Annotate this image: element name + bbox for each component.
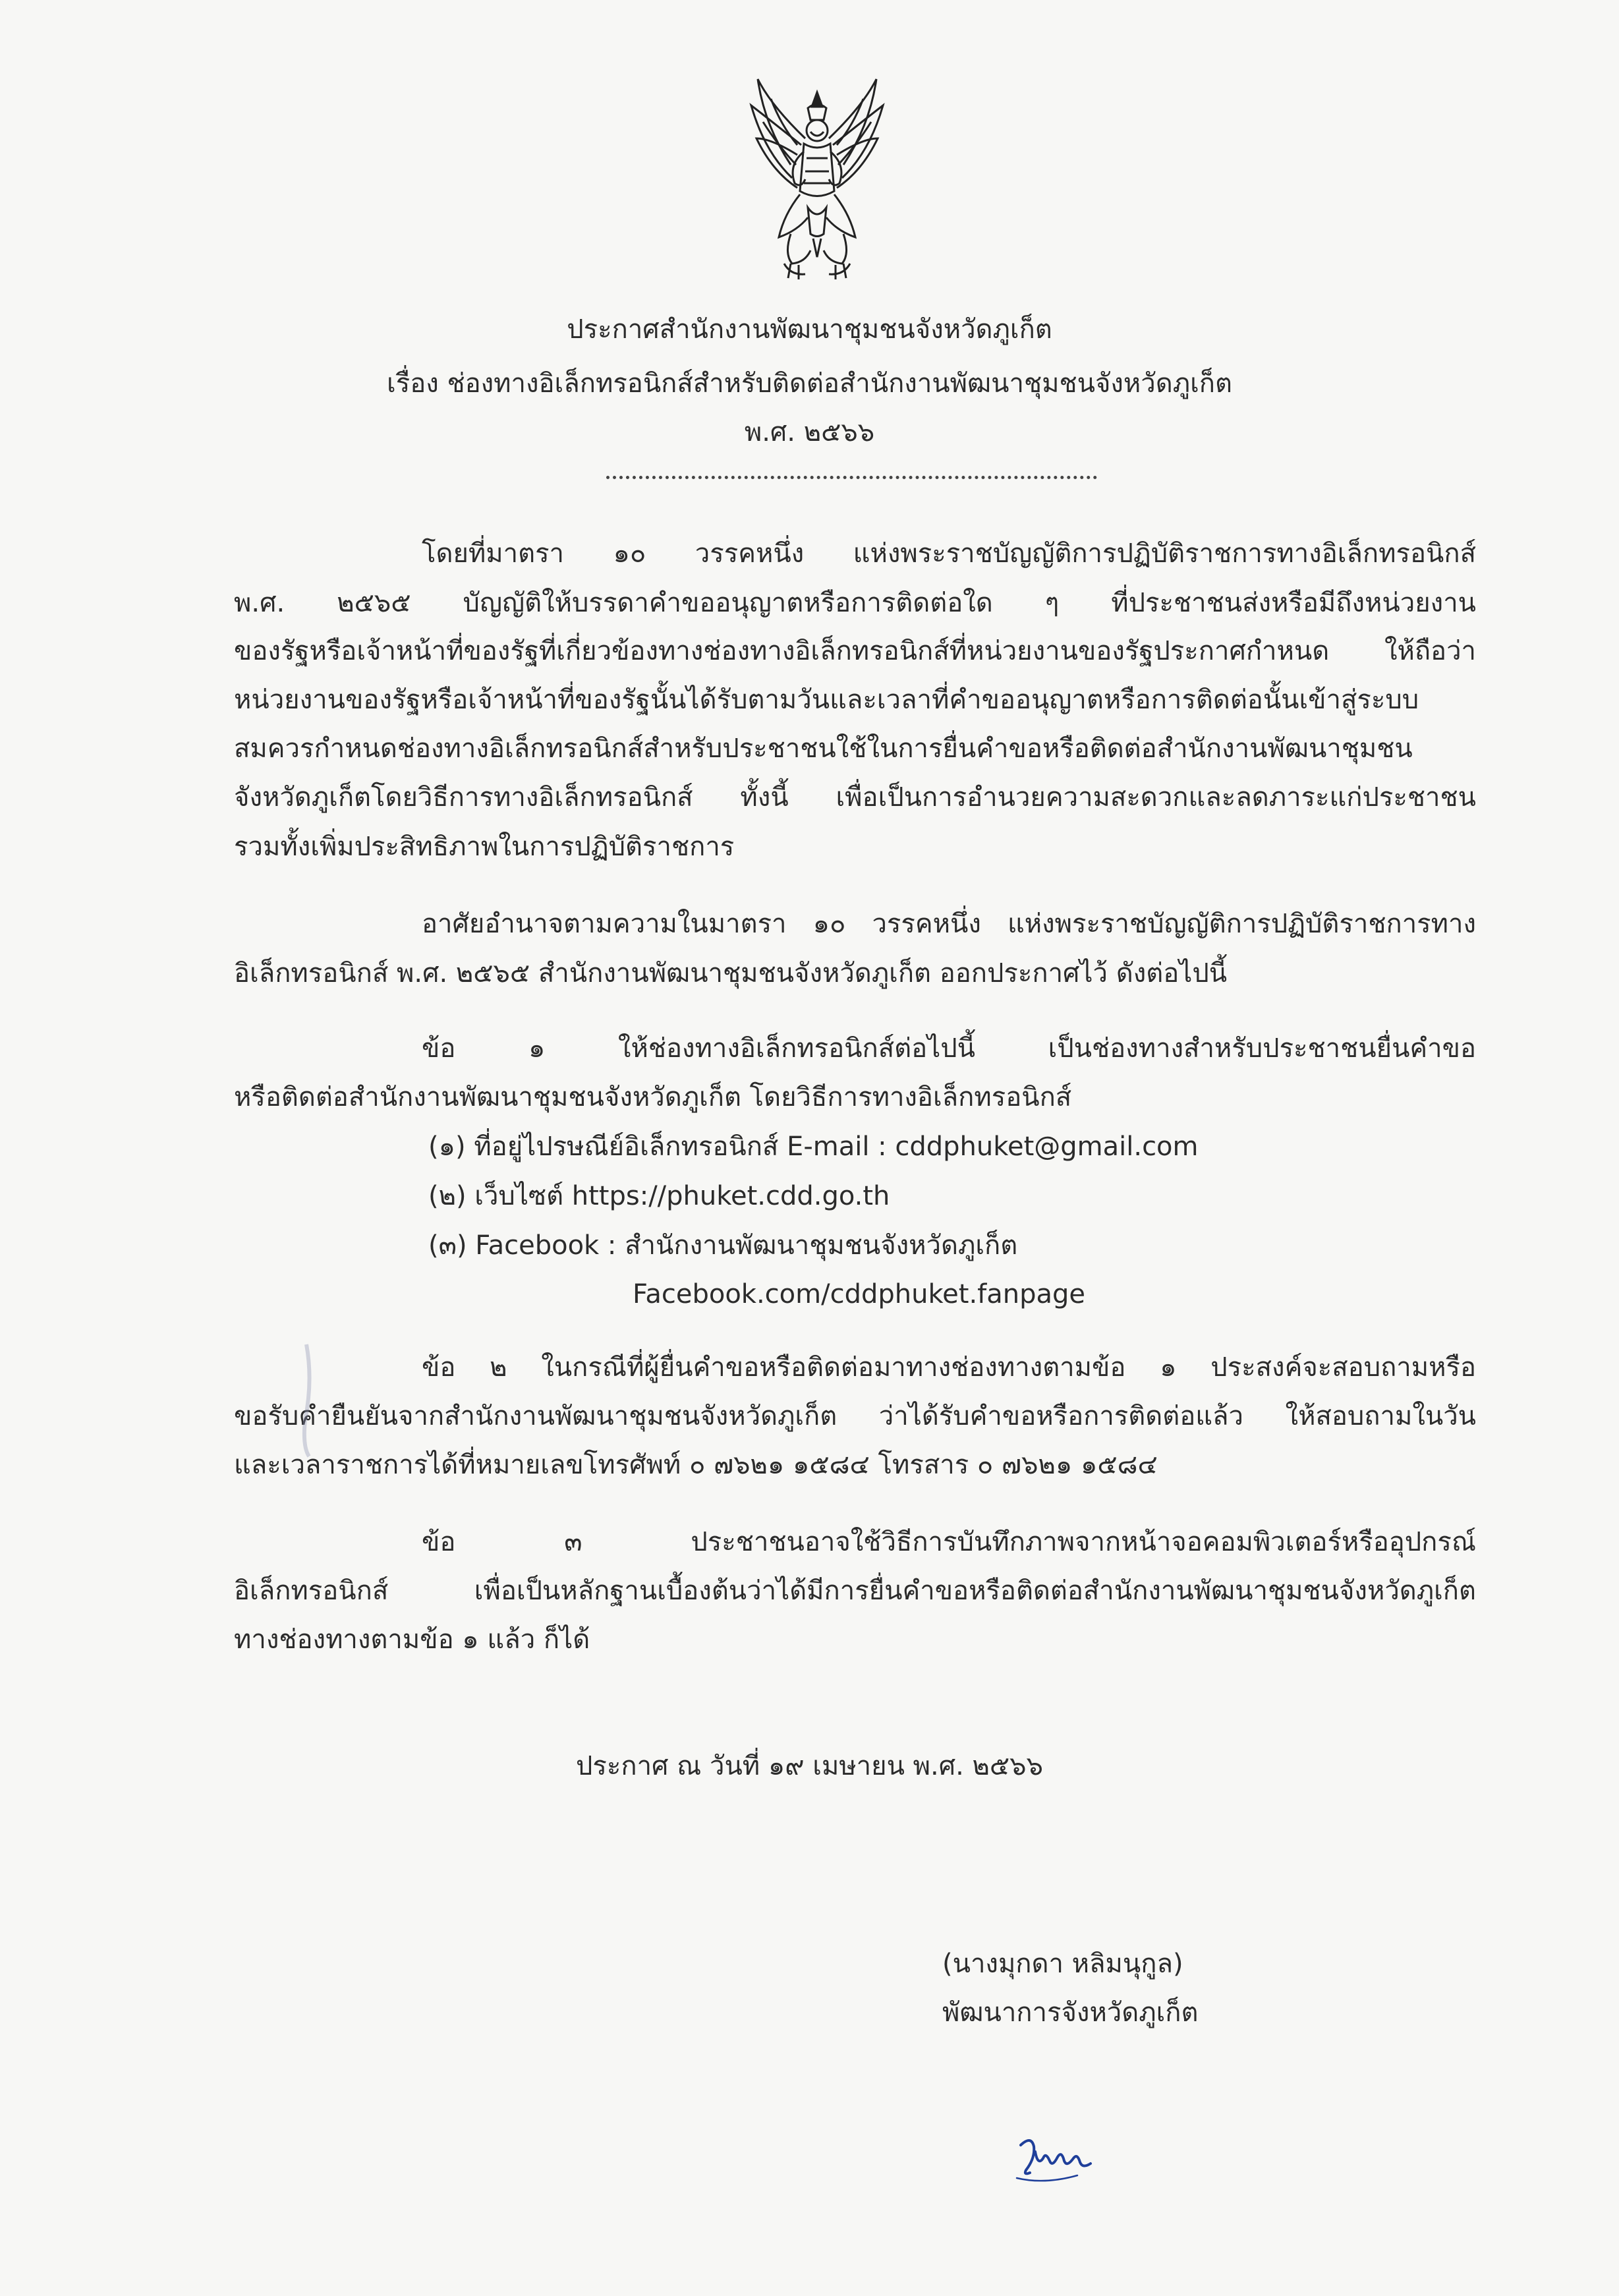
paper-smudge — [293, 1341, 320, 1460]
clause1-line: หรือติดต่อสำนักงานพัฒนาชุมชนจังหวัดภูเก็ต โดยวิธีการทางอิเล็กทรอนิกส์ — [234, 1082, 1072, 1112]
clause3-line: ข้อ ๓ ประชาชนอาจใช้วิธีการบันทึกภาพจากหน้าจอคอมพิวเตอร์หรืออุปกรณ์ — [422, 1527, 1476, 1557]
clause3-line: อิเล็กทรอนิกส์ เพื่อเป็นหลักฐานเบื้องต้นว่าได้มีการยื่นคำขอหรือติดต่อสำนักงานพัฒนาชุมชนจังหวัดภูเก็ต — [234, 1576, 1476, 1606]
garuda-emblem-icon — [745, 66, 890, 303]
clause1-line: ข้อ ๑ ให้ช่องทางอิเล็กทรอนิกส์ต่อไปนี้ เป็นช่องทางสำหรับประชาชนยื่นคำขอ — [422, 1033, 1476, 1064]
para1-line: หน่วยงานของรัฐหรือเจ้าหน้าที่ของรัฐนั้นได้รับตามวันและเวลาที่คำขออนุญาตหรือการติดต่อนั้นเข้าสู่ระบบ — [234, 685, 1419, 715]
dotted-divider — [606, 476, 1097, 479]
channel-facebook: (๓) Facebook : สำนักงานพัฒนาชุมชนจังหวัดภูเก็ต — [428, 1230, 1018, 1261]
channel-email: (๑) ที่อยู่ไปรษณีย์อิเล็กทรอนิกส์ E-mail : cddphuket@gmail.com — [428, 1132, 1199, 1162]
announcement-title: ประกาศสำนักงานพัฒนาชุมชนจังหวัดภูเก็ต — [567, 314, 1052, 345]
clause2-line: ข้อ ๒ ในกรณีที่ผู้ยื่นคำขอหรือติดต่อมาทางช่องทางตามข้อ ๑ ประสงค์จะสอบถามหรือ — [422, 1352, 1476, 1383]
announcement-year: พ.ศ. ๒๕๖๖ — [744, 417, 875, 447]
para2-line: อาศัยอำนาจตามความในมาตรา ๑๐ วรรคหนึ่ง แห่งพระราชบัญญัติการปฏิบัติราชการทาง — [422, 909, 1476, 939]
handwritten-signature — [1011, 2132, 1097, 2188]
para1-line: ของรัฐหรือเจ้าหน้าที่ของรัฐที่เกี่ยวข้องทางช่องทางอิเล็กทรอนิกส์ที่หน่วยงานของรัฐประกาศกำหนด ให้ถือว่า — [234, 636, 1476, 666]
para1-line: สมควรกำหนดช่องทางอิเล็กทรอนิกส์สำหรับประชาชนใช้ในการยื่นคำขอหรือติดต่อสำนักงานพัฒนาชุมชน — [234, 733, 1413, 764]
para1-line: พ.ศ. ๒๕๖๕ บัญญัติให้บรรดาคำขออนุญาตหรือการติดต่อใด ๆ ที่ประชาชนส่งหรือมีถึงหน่วยงาน — [234, 588, 1476, 618]
announcement-date: ประกาศ ณ วันที่ ๑๙ เมษายน พ.ศ. ๒๕๖๖ — [576, 1751, 1043, 1781]
clause2-line: ขอรับคำยืนยันจากสำนักงานพัฒนาชุมชนจังหวัดภูเก็ต ว่าได้รับคำขอหรือการติดต่อแล้ว ให้สอบถามในวัน — [234, 1401, 1476, 1431]
para1-line: รวมทั้งเพิ่มประสิทธิภาพในการปฏิบัติราชการ — [234, 832, 735, 862]
channel-facebook-url: Facebook.com/cddphuket.fanpage — [633, 1279, 1086, 1309]
channel-website: (๒) เว็บไซต์ https://phuket.cdd.go.th — [428, 1181, 890, 1211]
announcement-subject: เรื่อง ช่องทางอิเล็กทรอนิกส์สำหรับติดต่อสำนักงานพัฒนาชุมชนจังหวัดภูเก็ต — [387, 368, 1232, 399]
signatory-name: (นางมุกดา หลิมนุกูล) — [942, 1949, 1183, 1979]
signatory-position: พัฒนาการจังหวัดภูเก็ต — [942, 1997, 1199, 2028]
clause2-line: และเวลาราชการได้ที่หมายเลขโทรศัพท์ ๐ ๗๖๒๑ ๑๕๘๔ โทรสาร ๐ ๗๖๒๑ ๑๕๘๔ — [234, 1450, 1158, 1480]
clause3-line: ทางช่องทางตามข้อ ๑ แล้ว ก็ได้ — [234, 1624, 590, 1655]
para1-line: จังหวัดภูเก็ตโดยวิธีการทางอิเล็กทรอนิกส์ ทั้งนี้ เพื่อเป็นการอำนวยความสะดวกและลดภาระแก่ประชาชน — [234, 782, 1476, 813]
para2-line: อิเล็กทรอนิกส์ พ.ศ. ๒๕๖๕ สำนักงานพัฒนาชุมชนจังหวัดภูเก็ต ออกประกาศไว้ ดังต่อไปนี้ — [234, 958, 1228, 989]
para1-line: โดยที่มาตรา ๑๐ วรรคหนึ่ง แห่งพระราชบัญญัติการปฏิบัติราชการทางอิเล็กทรอนิกส์ — [422, 538, 1476, 569]
